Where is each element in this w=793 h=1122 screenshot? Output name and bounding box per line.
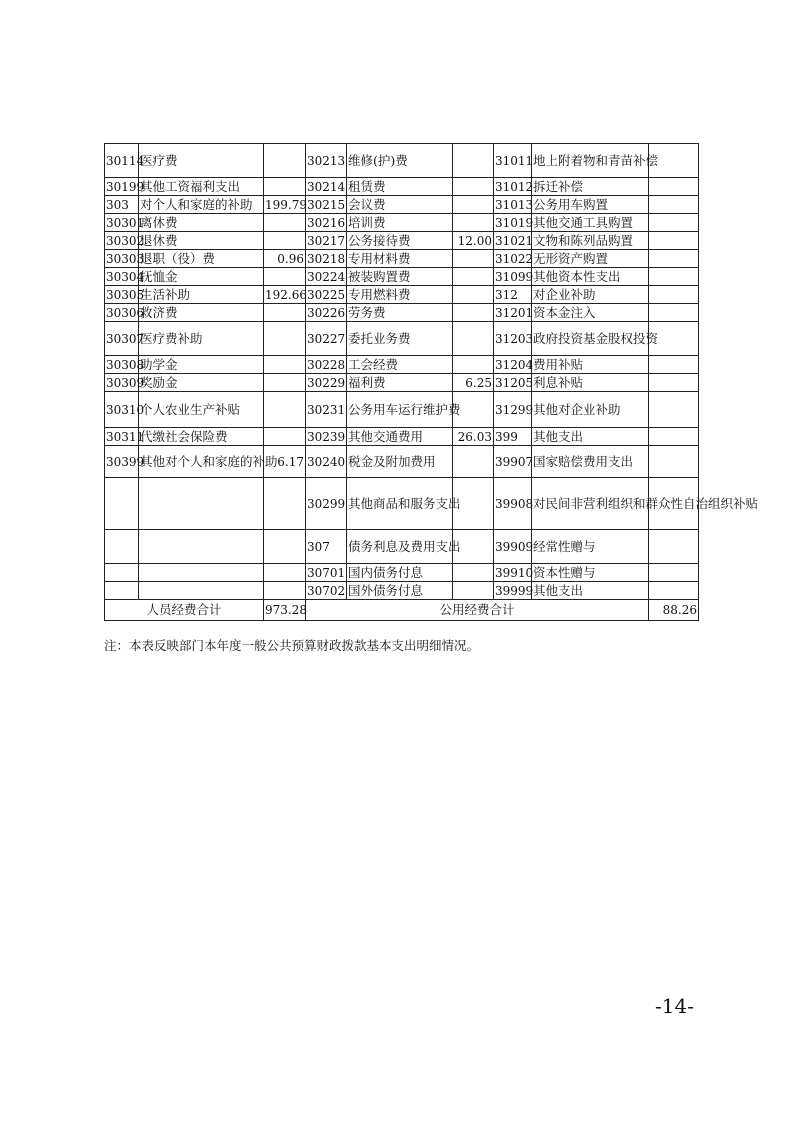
code-cell: 30310 — [105, 392, 139, 428]
name-cell: 国外债务付息 — [347, 582, 453, 600]
value-cell — [649, 304, 699, 322]
name-cell: 个人农业生产补贴 — [139, 392, 264, 428]
value-cell — [453, 250, 494, 268]
name-cell: 其他交通工具购置 — [532, 214, 649, 232]
value-cell — [264, 322, 306, 356]
value-cell — [264, 232, 306, 250]
value-cell — [649, 196, 699, 214]
code-cell: 30306 — [106, 305, 145, 320]
value-cell — [264, 178, 306, 196]
code-cell: 312 — [494, 286, 532, 304]
name-cell — [139, 478, 264, 530]
name-cell: 其他支出 — [532, 428, 649, 446]
name-cell: 助学金 — [139, 356, 264, 374]
value-cell: 26.03 — [453, 428, 494, 446]
value-cell — [453, 564, 494, 582]
table-row — [105, 214, 699, 232]
name-cell: 医疗费补助 — [139, 322, 264, 356]
code-cell: 31205 — [495, 375, 534, 390]
value-cell — [453, 304, 494, 322]
name-cell: 税金及附加费用 — [347, 446, 453, 478]
name-cell: 维修(护)费 — [347, 144, 453, 178]
name-cell: 国家赔偿费用支出 — [532, 446, 649, 478]
code-cell: 39907 — [494, 446, 532, 478]
value-cell — [649, 446, 699, 478]
name-cell: 其他支出 — [532, 582, 649, 600]
code-cell: 30229 — [307, 375, 346, 390]
name-cell: 抚恤金 — [139, 268, 264, 286]
expenditure-table — [104, 143, 759, 621]
name-cell: 其他对企业补助 — [532, 392, 649, 428]
name-cell: 其他工资福利支出 — [139, 178, 264, 196]
code-cell: 30224 — [307, 269, 346, 284]
value-cell — [453, 214, 494, 232]
code-cell: 31019 — [495, 215, 534, 230]
value-cell — [264, 374, 306, 392]
table-row — [105, 428, 699, 446]
name-cell: 生活补助 — [139, 286, 264, 304]
value-cell: 6.17 — [264, 446, 306, 478]
name-cell: 被装购置费 — [347, 268, 453, 286]
code-cell: 31299 — [494, 392, 532, 428]
name-cell: 政府投资基金股权投资 — [532, 322, 649, 356]
table-row — [105, 196, 699, 214]
code-cell: 30304 — [106, 269, 145, 284]
code-cell: 30227 — [306, 322, 347, 356]
code-cell: 31099 — [495, 269, 534, 284]
code-cell: 30217 — [307, 233, 346, 248]
value-cell — [264, 478, 306, 530]
value-cell — [264, 530, 306, 564]
code-cell: 39908 — [494, 478, 532, 530]
table-row — [105, 286, 699, 304]
name-cell: 租赁费 — [347, 178, 453, 196]
code-cell: 30399 — [105, 446, 139, 478]
table-row — [105, 564, 699, 582]
value-cell — [649, 356, 699, 374]
code-cell: 39999 — [495, 583, 534, 598]
code-cell: 30225 — [307, 287, 346, 302]
name-cell: 债务利息及费用支出 — [347, 530, 453, 564]
code-cell: 30301 — [106, 215, 145, 230]
code-cell: 30307 — [105, 322, 139, 356]
code-cell: 30218 — [307, 251, 346, 266]
value-cell: 12.00 — [453, 232, 494, 250]
value-cell — [453, 196, 494, 214]
name-cell: 救济费 — [139, 304, 264, 322]
name-cell: 经常性赠与 — [532, 530, 649, 564]
name-cell: 对民间非营利组织和群众性自治组织补贴 — [532, 478, 649, 530]
code-cell: 30311 — [106, 429, 145, 444]
value-cell: 192.66 — [265, 287, 307, 302]
value-cell — [649, 582, 699, 600]
code-cell: 39910 — [495, 565, 534, 580]
value-cell — [649, 428, 699, 446]
name-cell: 专用燃料费 — [347, 286, 453, 304]
value-cell — [453, 178, 494, 196]
value-cell — [453, 356, 494, 374]
name-cell: 其他资本性支出 — [532, 268, 649, 286]
code-cell: 303 — [105, 196, 139, 214]
code-cell: 30299 — [306, 478, 347, 530]
code-cell: 31203 — [494, 322, 532, 356]
name-cell: 其他对个人和家庭的补助 — [139, 446, 264, 478]
table-row — [105, 268, 699, 286]
totals-row — [105, 600, 699, 621]
table-row — [105, 322, 699, 356]
value-cell — [264, 428, 306, 446]
value-cell — [264, 144, 306, 178]
public-total-label: 公用经费合计 — [306, 600, 649, 621]
code-cell: 399 — [494, 428, 532, 446]
value-cell: 0.96 — [264, 250, 306, 268]
name-cell: 工会经费 — [347, 356, 453, 374]
code-cell: 30114 — [105, 144, 139, 178]
code-cell — [105, 564, 139, 582]
value-cell — [264, 214, 306, 232]
value-cell — [264, 564, 306, 582]
table-note: 注：本表反映部门本年度一般公共预算财政拨款基本支出明细情况。 — [104, 638, 480, 653]
code-cell: 30308 — [106, 357, 145, 372]
code-cell — [105, 530, 139, 564]
code-cell: 31201 — [495, 305, 534, 320]
code-cell: 31011 — [494, 144, 532, 178]
personnel-total-label: 人员经费合计 — [105, 600, 264, 621]
code-cell: 31204 — [495, 357, 534, 372]
value-cell — [453, 582, 494, 600]
code-cell: 30302 — [106, 233, 145, 248]
code-cell: 30701 — [307, 565, 346, 580]
value-cell — [453, 446, 494, 478]
code-cell: 30702 — [307, 583, 346, 598]
value-cell — [649, 286, 699, 304]
value-cell — [649, 214, 699, 232]
code-cell: 31012 — [495, 179, 534, 194]
table-row — [105, 232, 699, 250]
code-cell: 30231 — [306, 392, 347, 428]
name-cell: 公务接待费 — [347, 232, 453, 250]
name-cell — [139, 582, 264, 600]
code-cell: 30309 — [106, 375, 145, 390]
table-row — [105, 356, 699, 374]
table-row — [105, 144, 699, 178]
code-cell: 31021 — [495, 233, 534, 248]
table-row — [105, 478, 699, 530]
value-cell — [453, 322, 494, 356]
name-cell: 利息补贴 — [532, 374, 649, 392]
name-cell: 劳务费 — [347, 304, 453, 322]
page-number: -14- — [655, 994, 694, 1018]
public-total-value: 88.26 — [649, 600, 699, 621]
code-cell: 30213 — [306, 144, 347, 178]
value-cell — [264, 356, 306, 374]
value-cell — [649, 530, 699, 564]
name-cell: 离休费 — [139, 214, 264, 232]
table-row — [105, 530, 699, 564]
value-cell — [649, 268, 699, 286]
value-cell — [453, 286, 494, 304]
value-cell — [453, 144, 494, 178]
name-cell — [139, 564, 264, 582]
name-cell: 拆迁补偿 — [532, 178, 649, 196]
name-cell: 费用补贴 — [532, 356, 649, 374]
code-cell — [105, 478, 139, 530]
value-cell — [649, 178, 699, 196]
value-cell — [264, 392, 306, 428]
name-cell: 退休费 — [139, 232, 264, 250]
code-cell: 30214 — [307, 179, 346, 194]
code-cell: 30305 — [106, 287, 145, 302]
code-cell: 30216 — [307, 215, 346, 230]
name-cell: 对个人和家庭的补助 — [139, 196, 264, 214]
name-cell: 培训费 — [347, 214, 453, 232]
name-cell: 其他商品和服务支出 — [347, 478, 453, 530]
code-cell: 30228 — [307, 357, 346, 372]
code-cell: 30215 — [307, 197, 346, 212]
name-cell: 资本金注入 — [532, 304, 649, 322]
value-cell — [264, 304, 306, 322]
name-cell: 公务用车运行维护费 — [347, 392, 453, 428]
code-cell — [105, 582, 139, 600]
name-cell — [139, 530, 264, 564]
code-cell: 30226 — [307, 305, 346, 320]
table-row — [105, 304, 699, 322]
value-cell: 6.25 — [453, 374, 494, 392]
code-cell: 39909 — [494, 530, 532, 564]
value-cell: 199.79 — [265, 197, 307, 212]
value-cell — [264, 582, 306, 600]
name-cell: 专用材料费 — [347, 250, 453, 268]
value-cell — [649, 232, 699, 250]
name-cell: 地上附着物和青苗补偿 — [532, 144, 649, 178]
value-cell — [264, 268, 306, 286]
value-cell — [649, 374, 699, 392]
code-cell: 31013 — [495, 197, 534, 212]
name-cell: 医疗费 — [139, 144, 264, 178]
value-cell — [649, 250, 699, 268]
value-cell — [649, 392, 699, 428]
name-cell: 代缴社会保险费 — [139, 428, 264, 446]
name-cell: 福利费 — [347, 374, 453, 392]
name-cell: 资本性赠与 — [532, 564, 649, 582]
table-row — [105, 250, 699, 268]
name-cell: 委托业务费 — [347, 322, 453, 356]
table-row — [105, 374, 699, 392]
personnel-total-value: 973.28 — [264, 600, 306, 621]
name-cell: 无形资产购置 — [532, 250, 649, 268]
table-row — [105, 392, 699, 428]
name-cell: 奖励金 — [139, 374, 264, 392]
name-cell: 其他交通费用 — [347, 428, 453, 446]
value-cell — [453, 268, 494, 286]
code-cell: 31022 — [495, 251, 534, 266]
name-cell: 公务用车购置 — [532, 196, 649, 214]
name-cell: 国内债务付息 — [347, 564, 453, 582]
table-row — [105, 178, 699, 196]
name-cell: 对企业补助 — [532, 286, 649, 304]
code-cell: 30240 — [306, 446, 347, 478]
table-row — [105, 582, 699, 600]
code-cell: 30303 — [106, 251, 145, 266]
name-cell: 会议费 — [347, 196, 453, 214]
code-cell: 30239 — [307, 429, 346, 444]
table-row — [105, 446, 699, 478]
code-cell: 307 — [306, 530, 347, 564]
name-cell: 退职（役）费 — [139, 250, 264, 268]
code-cell: 30199 — [106, 179, 145, 194]
value-cell — [649, 564, 699, 582]
name-cell: 文物和陈列品购置 — [532, 232, 649, 250]
